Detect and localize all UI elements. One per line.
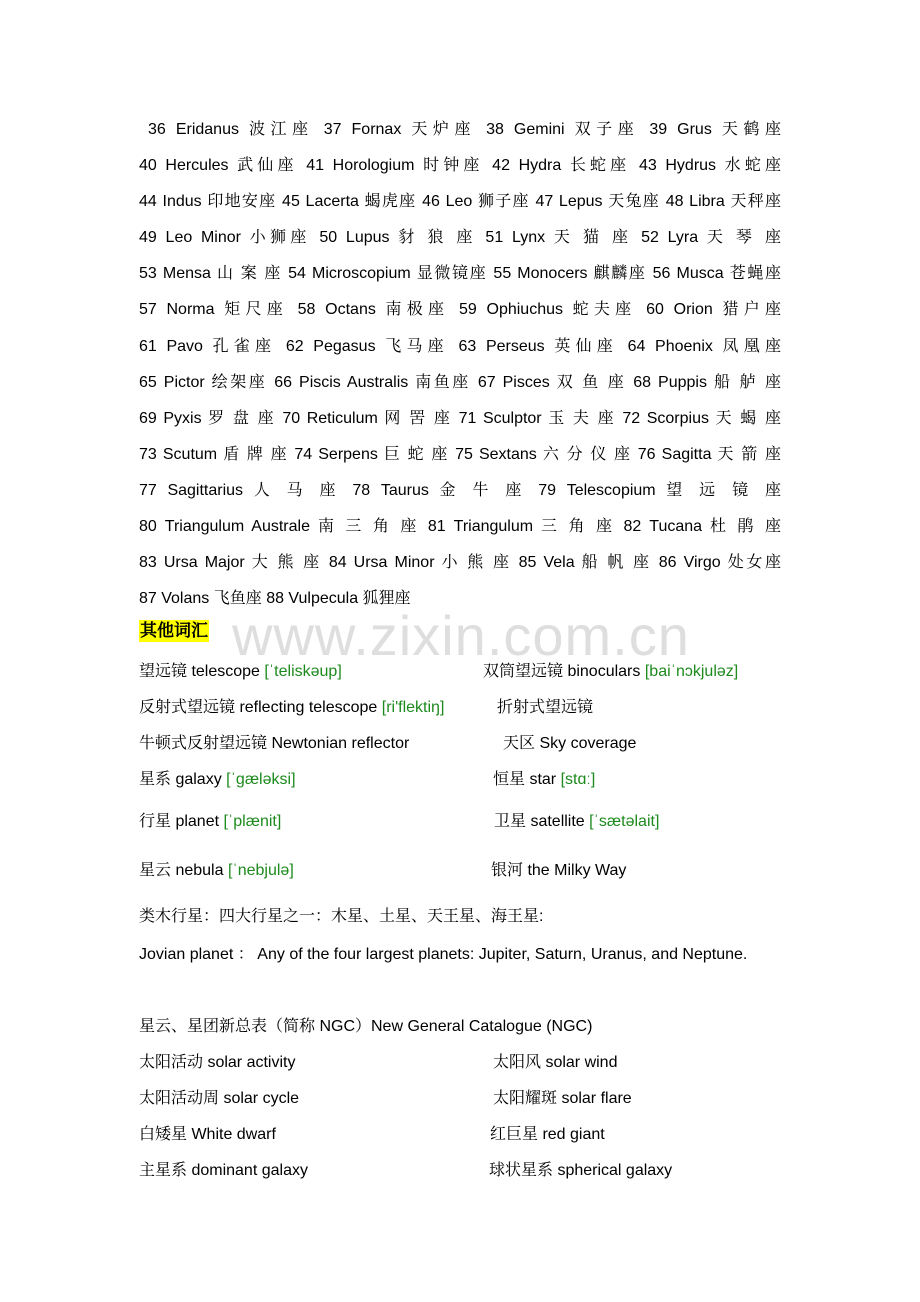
constellation-entry: 82 Tucana 杜 鹃 座 bbox=[623, 518, 781, 536]
constellation-entry: 72 Scorpius 天 蝎 座 bbox=[622, 409, 781, 427]
vocab-term: 球状星系 spherical galaxy bbox=[489, 1162, 673, 1179]
constellation-entry: 88 Vulpecula 狐狸座 bbox=[266, 590, 411, 608]
vocab-row bbox=[0, 807, 920, 837]
constellation-entry: 40 Hercules 武仙座 bbox=[139, 157, 298, 175]
constellation-entry: 74 Serpens 巨 蛇 座 bbox=[294, 445, 450, 463]
vocab-term: 星系 galaxy [ˈɡæləksi] bbox=[139, 771, 296, 788]
constellation-entry: 58 Octans 南极座 bbox=[297, 301, 450, 319]
constellation-entry: 60 Orion 猎户座 bbox=[646, 301, 781, 319]
constellation-entry: 83 Ursa Major 大 熊 座 bbox=[139, 554, 322, 572]
vocab-row bbox=[0, 729, 920, 759]
vocab-row bbox=[0, 1120, 920, 1150]
constellation-entry: 54 Microscopium 显微镜座 bbox=[288, 265, 488, 283]
constellation-entry: 57 Norma 矩尺座 bbox=[139, 301, 288, 319]
vocab-term: 白矮星 White dwarf bbox=[139, 1126, 276, 1143]
vocab-row bbox=[0, 693, 920, 723]
constellation-entry: 67 Pisces 双 鱼 座 bbox=[477, 373, 627, 391]
vocab-term: 望远镜 telescope [ˈteliskəup] bbox=[139, 663, 342, 680]
constellation-entry: 79 Telescopium 望 远 镜 座 bbox=[538, 481, 781, 499]
vocab-row bbox=[0, 1156, 920, 1186]
constellation-entry: 65 Pictor 绘架座 bbox=[139, 373, 268, 391]
constellation-entry: 76 Sagitta 天 箭 座 bbox=[637, 445, 781, 463]
constellation-entry: 39 Grus 天鹤座 bbox=[649, 121, 781, 138]
vocab-term: 反射式望远镜 reflecting telescope [ri'flektiŋ] bbox=[139, 699, 445, 716]
vocab-term: 星云 nebula [ˈnebjulə] bbox=[139, 862, 294, 879]
vocab-term: 双筒望远镜 binoculars [baiˈnɔkjuləz] bbox=[483, 663, 739, 680]
vocab-term: 行星 planet [ˈplænit] bbox=[139, 813, 282, 830]
jovian-en-paragraph: Jovian planet ： Any of the four largest planets: Jupiter, Saturn, Uranus, and Neptune. bbox=[139, 946, 748, 963]
constellation-entry: 49 Leo Minor 小狮座 bbox=[139, 229, 311, 247]
constellation-entry: 38 Gemini 双子座 bbox=[486, 121, 640, 138]
vocab-term: 卫星 satellite [ˈsætəlait] bbox=[494, 813, 660, 830]
constellation-entry: 84 Ursa Minor 小 熊 座 bbox=[328, 554, 512, 572]
constellation-entry: 73 Scutum 盾 牌 座 bbox=[139, 445, 289, 463]
constellation-entry: 68 Puppis 船 舻 座 bbox=[633, 373, 781, 391]
ngc-line: 星云、星团新总表（简称 NGC）New General Catalogue (NGC) bbox=[139, 1018, 593, 1035]
vocab-term: 恒星 star [stɑː] bbox=[493, 771, 596, 788]
vocab-term: 主星系 dominant galaxy bbox=[139, 1162, 308, 1179]
constellation-entry: 59 Ophiuchus 蛇夫座 bbox=[459, 301, 637, 319]
constellation-entry: 42 Hydra 长蛇座 bbox=[492, 157, 631, 175]
vocab-term: 太阳活动 solar activity bbox=[139, 1054, 296, 1071]
constellation-entry: 86 Virgo 处女座 bbox=[658, 554, 781, 572]
section-heading: 其他词汇 bbox=[140, 621, 208, 640]
vocab-term: 银河 the Milky Way bbox=[491, 862, 627, 879]
vocab-row bbox=[0, 765, 920, 795]
constellation-entry: 37 Fornax 天炉座 bbox=[323, 121, 477, 138]
constellation-entry: 55 Monocers 麒麟座 bbox=[493, 265, 647, 283]
constellation-entry: 45 Lacerta 蝎虎座 bbox=[282, 193, 417, 211]
constellation-entry: 87 Volans 飞鱼座 bbox=[139, 590, 262, 608]
constellation-entry: 41 Horologium 时钟座 bbox=[306, 157, 484, 175]
constellation-entry: 52 Lyra 天 琴 座 bbox=[641, 229, 781, 247]
constellation-entry: 46 Leo 狮子座 bbox=[422, 193, 530, 211]
vocab-term: 太阳风 solar wind bbox=[493, 1054, 618, 1071]
vocab-term: 牛顿式反射望远镜 Newtonian reflector bbox=[139, 735, 410, 752]
constellation-entry: 63 Perseus 英仙座 bbox=[458, 337, 618, 355]
constellation-entry: 50 Lupus 豺 狼 座 bbox=[319, 229, 477, 247]
vocab-row bbox=[0, 856, 920, 886]
watermark: www.zixin.com.cn bbox=[232, 604, 690, 667]
constellation-entry: 85 Vela 船 帆 座 bbox=[518, 554, 652, 572]
constellation-entry: 56 Musca 苍蝇座 bbox=[652, 265, 781, 283]
constellation-entry: 61 Pavo 孔雀座 bbox=[139, 337, 277, 355]
constellation-entry: 47 Lepus 天兔座 bbox=[535, 193, 660, 211]
constellation-entry: 80 Triangulum Australe 南 三 角 座 bbox=[139, 518, 420, 536]
vocab-term: 天区 Sky coverage bbox=[503, 735, 637, 752]
vocab-term: 折射式望远镜 bbox=[497, 699, 594, 716]
constellation-entry: 77 Sagittarius 人 马 座 bbox=[139, 481, 342, 499]
section-heading-wrap bbox=[139, 620, 209, 652]
vocab-row bbox=[0, 1048, 920, 1078]
constellation-entry: 44 Indus 印地安座 bbox=[139, 193, 277, 211]
constellation-entry: 36 Eridanus 波江座 bbox=[148, 121, 314, 138]
constellation-entry: 71 Sculptor 玉 夫 座 bbox=[458, 409, 616, 427]
vocab-term: 红巨星 red giant bbox=[490, 1126, 605, 1143]
jovian-cn-line: 类木行星：四大行星之一：木星、土星、天王星、海王星: bbox=[139, 908, 544, 925]
constellation-entry: 62 Pegasus 飞马座 bbox=[285, 337, 449, 355]
constellation-entry: 70 Reticulum 网 罟 座 bbox=[282, 409, 452, 427]
constellation-entry: 43 Hydrus 水蛇座 bbox=[638, 157, 781, 175]
constellation-entry: 51 Lynx 天 猫 座 bbox=[485, 229, 633, 247]
vocab-row bbox=[0, 657, 920, 687]
constellation-entry: 53 Mensa 山 案 座 bbox=[139, 265, 283, 283]
constellation-entry: 48 Libra 天秤座 bbox=[665, 193, 781, 211]
constellation-entry: 69 Pyxis 罗 盘 座 bbox=[139, 409, 276, 427]
constellation-list bbox=[139, 112, 781, 617]
constellation-entry: 81 Triangulum 三 角 座 bbox=[427, 518, 616, 536]
constellation-entry: 64 Phoenix 凤凰座 bbox=[627, 337, 781, 355]
constellation-entry: 75 Sextans 六 分 仪 座 bbox=[455, 445, 632, 463]
constellation-entry: 78 Taurus 金 牛 座 bbox=[352, 481, 528, 499]
constellation-entry: 66 Piscis Australis 南鱼座 bbox=[274, 373, 471, 391]
vocab-term: 太阳活动周 solar cycle bbox=[139, 1090, 300, 1107]
vocab-row bbox=[0, 1084, 920, 1114]
vocab-term: 太阳耀斑 solar flare bbox=[493, 1090, 632, 1107]
